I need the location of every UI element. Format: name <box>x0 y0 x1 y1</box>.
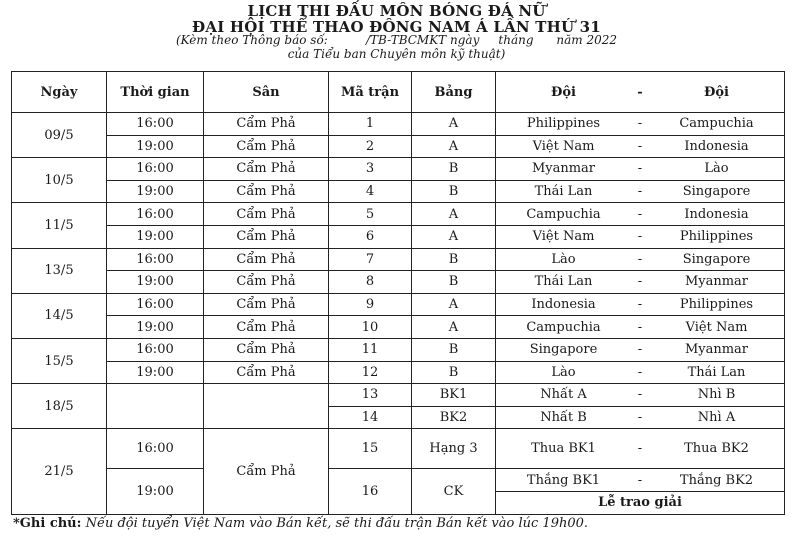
team-home: Lào <box>551 251 576 267</box>
match-venue: Cẩm Phả <box>204 293 329 316</box>
teams-cell <box>496 225 785 248</box>
match-group: B <box>412 158 496 181</box>
match-number: 6 <box>329 225 412 248</box>
match-number: 12 <box>329 361 412 384</box>
match-number: 4 <box>329 180 412 203</box>
teams-cell <box>496 203 785 226</box>
col-team2: Đội <box>704 84 729 100</box>
team-dash: - <box>637 161 643 177</box>
col-venue: Sân <box>204 72 329 113</box>
match-group: A <box>412 113 496 136</box>
table-row <box>12 271 785 294</box>
team-home: Nhất A <box>540 387 587 403</box>
match-number: 3 <box>329 158 412 181</box>
team-home: Thắng BK1 <box>526 472 601 488</box>
match-group: B <box>412 180 496 203</box>
doc-reference: (Kèm theo Thông báo số: /TB-TBCMKT ngày tháng năm 2022 <box>175 33 618 47</box>
match-date: 18/5 <box>12 384 107 429</box>
team-dash: - <box>637 342 643 358</box>
match-time: 16:00 <box>107 429 204 469</box>
col-time: Thời gian <box>107 72 204 113</box>
team-home: Philippines <box>526 116 601 132</box>
match-venue: Cẩm Phả <box>204 316 329 339</box>
match-venue: Cẩm Phả <box>204 135 329 158</box>
teams-cell <box>496 158 785 181</box>
team-away: Nhì A <box>697 410 736 426</box>
footnote <box>13 516 588 531</box>
match-date: 14/5 <box>12 293 107 338</box>
match-group: B <box>412 248 496 271</box>
match-group: Hạng 3 <box>412 429 496 469</box>
match-venue: Cẩm Phả <box>204 429 329 514</box>
team-away: Việt Nam <box>685 319 748 335</box>
table-row <box>12 248 785 271</box>
teams-cell <box>496 406 785 429</box>
teams-cell <box>496 361 785 384</box>
col-group: Bảng <box>412 72 496 113</box>
col-team1: Đội <box>551 84 576 100</box>
footnote-label: *Ghi chú: <box>13 516 82 531</box>
match-venue: Cẩm Phả <box>204 113 329 136</box>
doc-issuer: của Tiểu ban Chuyên môn kỹ thuật) <box>287 47 506 61</box>
match-group: B <box>412 338 496 361</box>
team-away: Myanmar <box>684 274 749 290</box>
team-away: Indonesia <box>684 206 749 222</box>
match-number: 1 <box>329 113 412 136</box>
match-number: 16 <box>329 469 412 514</box>
team-home: Việt Nam <box>532 229 595 245</box>
match-number: 13 <box>329 384 412 407</box>
match-venue: Cẩm Phả <box>204 203 329 226</box>
teams-cell <box>496 316 785 339</box>
match-venue: Cẩm Phả <box>204 158 329 181</box>
team-dash: - <box>637 441 643 457</box>
match-time: 19:00 <box>107 135 204 158</box>
match-time: 16:00 <box>107 248 204 271</box>
teams-cell <box>496 429 785 469</box>
team-away: Singapore <box>682 184 751 200</box>
match-date: 21/5 <box>12 429 107 514</box>
match-number: 2 <box>329 135 412 158</box>
footnote-text: Nếu đội tuyển Việt Nam vào Bán kết, sẽ thi đấu trận Bán kết vào lúc 19h00. <box>81 516 589 531</box>
team-dash: - <box>637 319 643 335</box>
team-away: Thắng BK2 <box>679 472 754 488</box>
team-away: Thái Lan <box>687 364 746 380</box>
schedule-table <box>11 71 785 515</box>
team-away: Philippines <box>679 229 754 245</box>
team-dash: - <box>637 472 643 488</box>
match-venue: Cẩm Phả <box>204 271 329 294</box>
award-ceremony: Lễ trao giải <box>496 491 785 514</box>
match-group: B <box>412 361 496 384</box>
match-venue: Cẩm Phả <box>204 248 329 271</box>
match-number: 14 <box>329 406 412 429</box>
match-number: 5 <box>329 203 412 226</box>
match-group: CK <box>412 469 496 514</box>
match-group: BK2 <box>412 406 496 429</box>
table-row <box>12 429 785 469</box>
doc-title: LỊCH THI ĐẤU MÔN BÓNG ĐÁ NỮ <box>247 2 546 20</box>
team-away: Nhì B <box>697 387 736 403</box>
match-venue <box>204 384 329 429</box>
match-date: 15/5 <box>12 338 107 383</box>
match-group: A <box>412 316 496 339</box>
match-time: 19:00 <box>107 225 204 248</box>
match-number: 10 <box>329 316 412 339</box>
table-row <box>12 469 785 492</box>
match-time: 16:00 <box>107 203 204 226</box>
match-group: A <box>412 135 496 158</box>
team-dash: - <box>637 274 643 290</box>
team-home: Campuchia <box>526 206 601 222</box>
team-home: Việt Nam <box>532 138 595 154</box>
match-venue: Cẩm Phả <box>204 225 329 248</box>
team-dash: - <box>637 364 643 380</box>
match-time: 16:00 <box>107 158 204 181</box>
teams-cell <box>496 248 785 271</box>
table-row <box>12 203 785 226</box>
table-row <box>12 180 785 203</box>
table-row <box>12 158 785 181</box>
team-dash: - <box>637 138 643 154</box>
table-row <box>12 113 785 136</box>
team-dash: - <box>637 297 643 313</box>
teams-cell <box>496 384 785 407</box>
match-date: 09/5 <box>12 113 107 158</box>
match-number: 15 <box>329 429 412 469</box>
match-time: 16:00 <box>107 113 204 136</box>
team-home: Singapore <box>529 342 598 358</box>
match-number: 9 <box>329 293 412 316</box>
team-away: Indonesia <box>684 138 749 154</box>
match-venue: Cẩm Phả <box>204 180 329 203</box>
match-venue: Cẩm Phả <box>204 338 329 361</box>
teams-cell <box>496 180 785 203</box>
team-away: Thua BK2 <box>684 441 749 457</box>
match-time: 19:00 <box>107 361 204 384</box>
table-row <box>12 338 785 361</box>
team-home: Thái Lan <box>534 274 593 290</box>
table-row <box>12 384 785 407</box>
teams-cell <box>496 113 785 136</box>
table-row <box>12 293 785 316</box>
team-dash: - <box>637 229 643 245</box>
col-match: Mã trận <box>329 72 412 113</box>
match-time: 19:00 <box>107 180 204 203</box>
match-time: 16:00 <box>107 338 204 361</box>
team-away: Singapore <box>682 251 751 267</box>
match-time: 19:00 <box>107 271 204 294</box>
team-home: Nhất B <box>540 410 587 426</box>
team-home: Indonesia <box>531 297 596 313</box>
team-home: Lào <box>551 364 576 380</box>
doc-subtitle: ĐẠI HỘI THỂ THAO ĐÔNG NAM Á LẦN THỨ 31 <box>192 18 601 36</box>
teams-cell <box>496 293 785 316</box>
col-teams <box>496 72 785 113</box>
team-away: Campuchia <box>679 116 754 132</box>
match-time: 19:00 <box>107 469 204 514</box>
team-dash: - <box>637 410 643 426</box>
team-home: Myanmar <box>531 161 596 177</box>
match-date: 13/5 <box>12 248 107 293</box>
team-dash: - <box>637 206 643 222</box>
teams-cell <box>496 469 785 492</box>
match-time: 19:00 <box>107 316 204 339</box>
team-home: Thái Lan <box>534 184 593 200</box>
team-home: Campuchia <box>526 319 601 335</box>
table-row <box>12 316 785 339</box>
match-number: 8 <box>329 271 412 294</box>
teams-cell <box>496 338 785 361</box>
team-dash: - <box>637 387 643 403</box>
col-dash: - <box>637 84 643 100</box>
match-group: A <box>412 203 496 226</box>
match-time <box>107 384 204 429</box>
team-away: Myanmar <box>684 342 749 358</box>
table-header-row <box>12 72 785 113</box>
teams-cell <box>496 135 785 158</box>
match-venue: Cẩm Phả <box>204 361 329 384</box>
match-date: 10/5 <box>12 158 107 203</box>
table-row <box>12 225 785 248</box>
match-group: A <box>412 225 496 248</box>
team-dash: - <box>637 116 643 132</box>
table-row <box>12 135 785 158</box>
match-number: 11 <box>329 338 412 361</box>
match-group: BK1 <box>412 384 496 407</box>
match-number: 7 <box>329 248 412 271</box>
team-dash: - <box>637 251 643 267</box>
team-away: Philippines <box>679 297 754 313</box>
team-home: Thua BK1 <box>531 441 596 457</box>
teams-cell <box>496 271 785 294</box>
match-time: 16:00 <box>107 293 204 316</box>
table-row <box>12 361 785 384</box>
team-away: Lào <box>704 161 729 177</box>
team-dash: - <box>637 184 643 200</box>
col-date: Ngày <box>12 72 107 113</box>
match-group: B <box>412 271 496 294</box>
match-group: A <box>412 293 496 316</box>
match-date: 11/5 <box>12 203 107 248</box>
